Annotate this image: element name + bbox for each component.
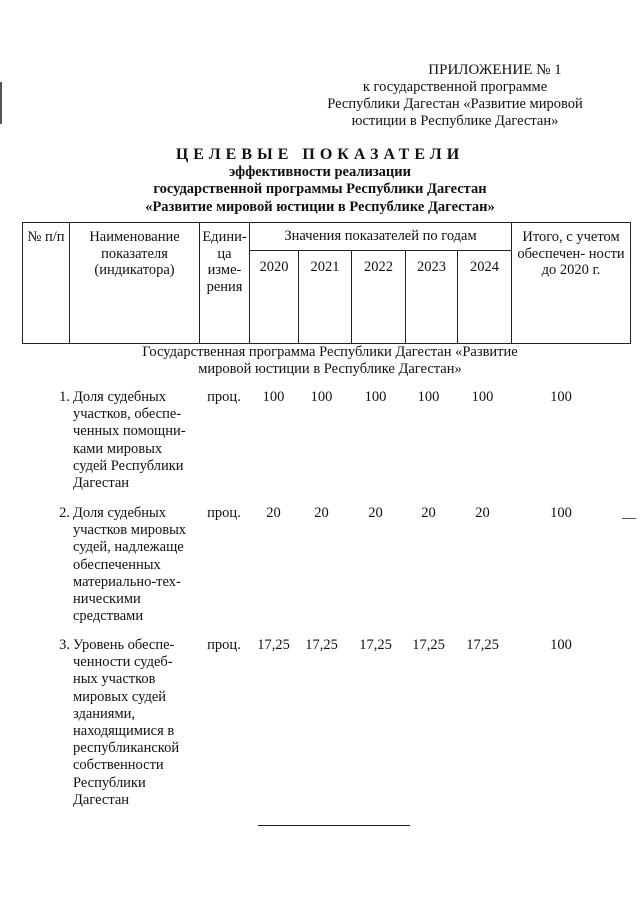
column-header-year: 2024 [458, 251, 512, 344]
year-value: 20 [266, 505, 281, 521]
appendix-block [300, 62, 610, 130]
closing-rule [258, 825, 410, 826]
unit-value: проц. [207, 637, 241, 653]
year-value: 17,25 [466, 637, 499, 653]
appendix-line: Республики Дагестан «Развитие мировой [327, 96, 583, 112]
column-header-year: 2022 [352, 251, 406, 344]
year-value: 100 [310, 389, 333, 405]
year-value: 100 [417, 389, 440, 405]
year-value: 17,25 [412, 637, 445, 653]
year-value: 20 [475, 505, 490, 521]
section-title-line: мировой юстиции в Республике Дагестан» [198, 361, 462, 377]
column-header-number: № п/п [23, 223, 70, 344]
year-value: 100 [471, 389, 494, 405]
indicator-name: Уровень обеспе- ченности судеб- ных участков мировых судей зданиями, находящимися в республиканской собственности Республики Дагестан [73, 637, 180, 808]
year-value: 20 [421, 505, 436, 521]
heading-line: эффективности реализации [229, 163, 411, 180]
row-number: 2. [59, 505, 70, 521]
scan-artifact [622, 518, 636, 519]
column-header-name: Наименование показателя (индикатора) [70, 223, 200, 344]
total-value: 100 [550, 637, 572, 653]
row-number: 3. [59, 637, 70, 653]
column-header-year: 2020 [250, 251, 299, 344]
year-value: 20 [314, 505, 329, 521]
scan-artifact [0, 82, 2, 124]
year-value: 100 [262, 389, 285, 405]
document-heading [60, 146, 580, 216]
appendix-line: юстиции в Республике Дагестан» [351, 113, 559, 129]
total-value: 100 [550, 389, 572, 405]
section-title [70, 344, 590, 378]
year-value: 17,25 [359, 637, 392, 653]
year-value: 100 [364, 389, 387, 405]
year-value: 17,25 [305, 637, 338, 653]
year-value: 20 [368, 505, 383, 521]
unit-value: проц. [207, 505, 241, 521]
column-header-year: 2021 [299, 251, 352, 344]
column-header-values: Значения показателей по годам [250, 223, 512, 251]
column-header-total: Итого, с учетом обеспечен- ности до 2020 г. [512, 223, 631, 344]
indicators-table-header [22, 222, 631, 344]
heading-line: «Развитие мировой юстиции в Республике Дагестан» [145, 198, 495, 215]
unit-value: проц. [207, 389, 241, 405]
column-header-unit: Едини- ца изме- рения [200, 223, 250, 344]
column-header-year: 2023 [406, 251, 458, 344]
indicator-name: Доля судебных участков, обеспе- ченных помощни- ками мировых судей Республики Дагестан [73, 389, 186, 492]
indicator-name: Доля судебных участков мировых судей, надлежаще обеспеченных материально-тех- ническими средствами [73, 505, 187, 625]
section-title-line: Государственная программа Республики Дагестан «Развитие [142, 344, 518, 360]
appendix-line: к государственной программе [362, 79, 548, 95]
row-number: 1. [59, 389, 70, 405]
year-value: 17,25 [257, 637, 290, 653]
heading-line: государственной программы Республики Дагестан [153, 181, 487, 197]
appendix-title: ПРИЛОЖЕНИЕ № 1 [428, 62, 562, 78]
heading-title: ЦЕЛЕВЫЕ ПОКАЗАТЕЛИ [175, 146, 465, 163]
total-value: 100 [550, 505, 572, 521]
